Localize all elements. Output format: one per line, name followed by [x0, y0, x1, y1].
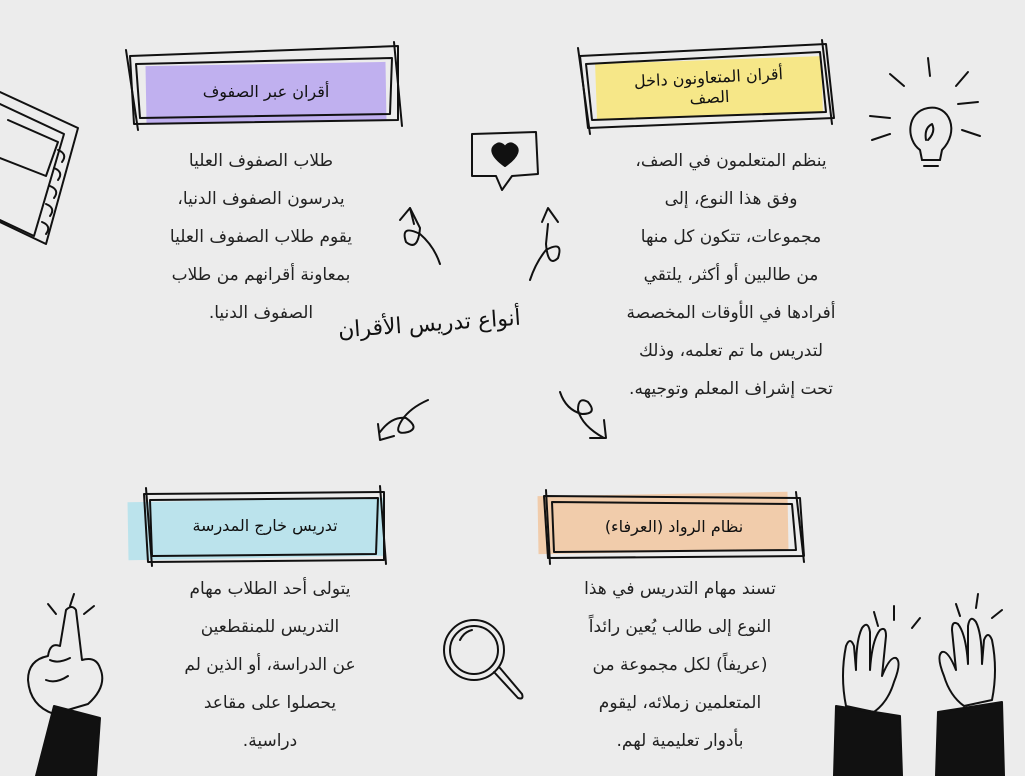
- text-line: تسند مهام التدريس في هذا: [584, 579, 776, 599]
- leaders-text: [520, 570, 840, 760]
- heart-speech-bubble-icon: [472, 132, 538, 190]
- pointing-hand-icon: [28, 594, 102, 776]
- page-title: أنواع تدريس الأقران: [337, 305, 522, 344]
- text-line: وفق هذا النوع، إلى: [664, 189, 798, 209]
- in-class-title-line2: الصف: [689, 86, 730, 109]
- text-line: يقوم طلاب الصفوف العليا: [169, 227, 353, 247]
- text-line: تحت إشراف المعلم وتوجيهه.: [629, 379, 833, 399]
- text-line: (عريفاً) لكل مجموعة من: [592, 655, 768, 675]
- text-line: التدريس للمنقطعين: [200, 617, 340, 637]
- in-class-text: [556, 142, 906, 408]
- text-line: يحصلوا على مقاعد: [203, 693, 337, 713]
- text-line: الصفوف الدنيا.: [208, 303, 314, 323]
- cross-grade-text: [96, 142, 426, 332]
- magnifier-icon: [444, 620, 523, 699]
- text-line: المتعلمين زملائه، ليقوم: [598, 693, 762, 713]
- in-class-title-line1: أقران المتعاونون داخل: [633, 64, 784, 91]
- in-class-title: [595, 54, 824, 122]
- leaders-title: نظام الرواد (العرفاء): [604, 517, 744, 536]
- text-line: مجموعات، تتكون كل منها: [640, 227, 822, 247]
- text-line: يدرسون الصفوف الدنيا،: [177, 189, 345, 209]
- text-line: بمعاونة أقرانهم من طلاب: [171, 265, 351, 285]
- outside-school-text: [120, 570, 420, 760]
- text-line: ينظم المتعلمون في الصف،: [635, 151, 827, 171]
- text-line: طلاب الصفوف العليا: [188, 151, 334, 171]
- text-line: دراسية.: [242, 731, 298, 751]
- raised-hands-icon: [834, 594, 1004, 776]
- text-line: بأدوار تعليمية لهم.: [616, 731, 744, 751]
- text-line: من طالبين أو أكثر، يلتقي: [643, 265, 819, 285]
- text-line: أفرادها في الأوقات المخصصة: [626, 303, 836, 323]
- text-line: يتولى أحد الطلاب مهام: [189, 579, 351, 599]
- text-line: عن الدراسة، أو الذين لم: [184, 655, 356, 675]
- outside-school-title: تدريس خارج المدرسة: [192, 516, 338, 535]
- cross-grade-title: أقران عبر الصفوف: [202, 82, 330, 101]
- notebook-icon: [0, 92, 78, 244]
- text-line: لتدريس ما تم تعلمه، وذلك: [638, 341, 824, 361]
- text-line: النوع إلى طالب يُعين رائداً: [588, 617, 772, 637]
